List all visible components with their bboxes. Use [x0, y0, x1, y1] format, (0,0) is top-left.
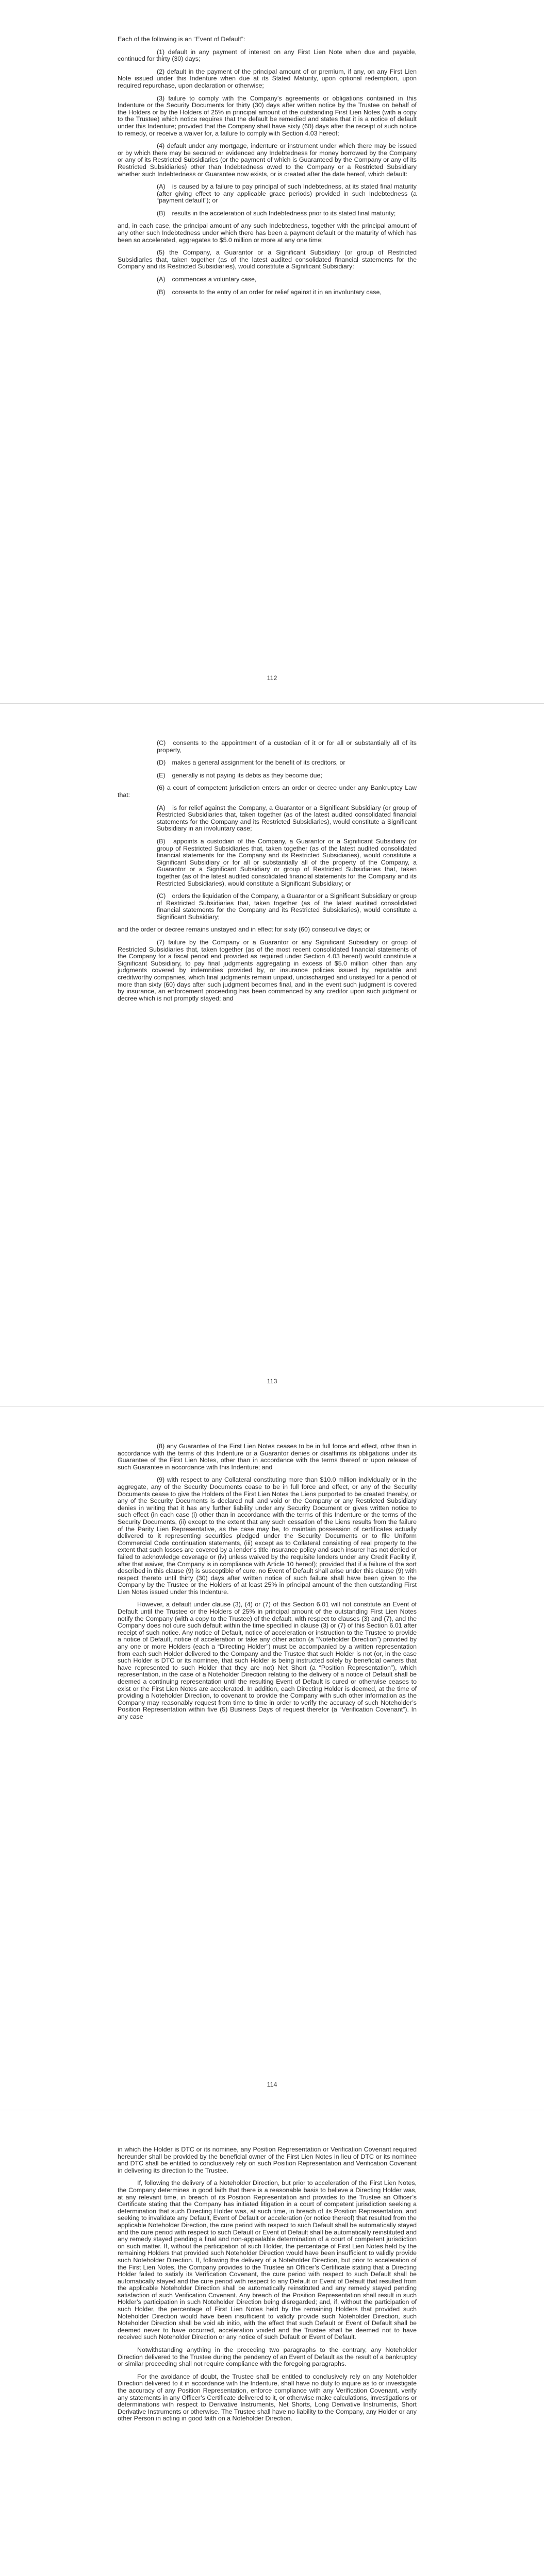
- paragraph-text: For the avoidance of doubt, the Trustee shall be entitled to conclusively rely on any Noteholder Direction delivered to it in accordance with the Indenture, shall have no duty to inquire as to or investigate the accuracy of any Position Representation, enforce compliance with any Verification Covenant, verify any statements in any Officer’s Certificate delivered to it, or otherwise make calculations, investigations or determinations with respect to Derivative Instruments, Net Shorts, Long Derivative Instruments, Short Derivative Instruments or otherwise. The Trustee shall have no liability to the Company, any Holder or any other Person in acting in good faith on a Noteholder Direction.: [118, 2372, 417, 2422]
- clause-label: (A): [157, 804, 166, 811]
- paragraph-text: the Company, a Guarantor or a Significant Subsidiary (or group of Restricted Subsidiaries that, taken together (as of the latest audited consolidated financial statements for the Company and its Restricted Subsidiaries), would constitute a Significant Subsidiary:: [118, 249, 417, 270]
- paragraph-text: and the order or decree remains unstayed and in effect for sixty (60) consecutive days; or: [118, 926, 370, 934]
- paragraph: [118, 95, 417, 138]
- clause-label: (B): [157, 837, 166, 845]
- paragraph-text: in which the Holder is DTC or its nominee, any Position Representation or Verification Covenant required hereunder shall be provided by the beneficial owner of the First Lien Notes in lieu of DTC or its nominee and DTC shall be entitled to conclusively rely on such Position Representation and Verification Covenant in delivering its direction to the Trustee.: [118, 2146, 417, 2174]
- paragraph-text: appoints a custodian of the Company, a Guarantor or a Significant Subsidiary (or group of Restricted Subsidiaries that, taken together (as of the latest audited consolidated financial statements for the Company and its Restricted Subsidiaries), would constitute a Significant Subsidiary or for all or substantially all of the property of the Company, a Guarantor or a Significant Subsidiary or group of Restricted Subsidiaries that, taken together (as of the latest audited consolidated financial statements for the Company and its Restricted Subsidiaries), would constitute a Significant Subsidiary; or: [157, 837, 417, 887]
- paragraph-text: a court of competent jurisdiction enters an order or decree under any Bankruptcy Law that:: [118, 784, 417, 799]
- paragraph: [118, 1601, 417, 1720]
- paragraph: [118, 772, 417, 779]
- clause-label: (8): [157, 1443, 165, 1450]
- paragraph: [118, 759, 417, 767]
- clause-label: (C): [157, 739, 166, 747]
- document-page: [0, 0, 544, 703]
- paragraph: [118, 143, 417, 178]
- paragraph-text: commences a voluntary case,: [172, 276, 257, 283]
- paragraph: [118, 2347, 417, 2368]
- clause-label: (C): [157, 892, 166, 900]
- clause-label: (1): [157, 48, 165, 56]
- paragraph: [118, 223, 417, 244]
- paragraph-text: with respect to any Collateral constituting more than $10.0 million individually or in the aggregate, any of the Security Documents cease to be in full force and effect, or any of the Security Documents cease to give the Holders of the First Lien Notes the Liens purported to be created thereby, or any of the Security Documents is declared null and void or the Company or any Restricted Subsidiary denies in writing that it has any further liability under any Security Document or gives written notice to such effect (in each case (i) other than in accordance with the terms of this Indenture or the terms of the Security Documents, (ii) except to the extent that any such cessation of the Liens results from the failure of the Parity Lien Representative, as the case may be, to maintain possession of certificates actually delivered to it representing securities pledged under the Security Documents or to file Uniform Commercial Code continuation statements, (iii) except as to Collateral consisting of real property to the extent that such losses are covered by a lender’s title insurance policy and such insurer has not denied or failed to acknowledge coverage or (iv) unless waived by the requisite lenders under any Credit Facility if, after that waiver, the Company is in compliance with Article 10 hereof); provided that if a failure of the sort described in this clause (9) is susceptible of cure, no Event of Default shall arise under this clause (9) with respect thereto until thirty (30) days after written notice of such failure shall have been given to the Company by the Trustee or the Holders of at least 25% in principal amount of the then outstanding First Lien Notes issued under this Indenture.: [118, 1476, 417, 1596]
- clause-label: (5): [157, 249, 165, 257]
- paragraph-text: Notwithstanding anything in the preceding two paragraphs to the contrary, any Noteholder Direction delivered to the Trustee during the pendency of an Event of Default as the result of a bankruptcy or similar proceeding shall not require compliance with the foregoing paragraphs.: [118, 2346, 417, 2368]
- clause-label: (A): [157, 276, 166, 283]
- paragraph: [118, 2374, 417, 2422]
- paragraph: [118, 183, 417, 205]
- paragraph-text: default in the payment of the principal amount of or premium, if any, on any First Lien Note issued under this Indenture when due at its Stated Maturity, upon optional redemption, upon required repurchase, upon declaration or otherwise;: [118, 67, 417, 89]
- clause-label: (6): [157, 784, 165, 792]
- clause-label: (B): [157, 288, 166, 296]
- document-page: [0, 2110, 544, 2576]
- paragraph: [118, 36, 417, 43]
- clause-label: (3): [157, 94, 165, 102]
- paragraph: [118, 740, 417, 754]
- paragraph-text: consents to the appointment of a custodian of it or for all or substantially all of its property,: [157, 739, 417, 754]
- paragraph-text: default in any payment of interest on any First Lien Note when due and payable, continued for thirty (30) days;: [118, 48, 417, 63]
- paragraph: [118, 1443, 417, 1471]
- page-number: 114: [267, 2081, 277, 2088]
- paragraph: [118, 69, 417, 90]
- paragraph: [118, 2180, 417, 2341]
- paragraph: [118, 249, 417, 270]
- paragraph: [118, 939, 417, 1002]
- paragraph-text: failure to comply with the Company’s agreements or obligations contained in this Indenture or the Security Documents for thirty (30) days after written notice by the Trustee on behalf of the Holders or by the Holders of 25% in principal amount of the outstanding First Lien Notes (with a copy to the Trustee) which notice requires that the default be remedied and states that it is a notice of default under this Indenture; provided that the Company shall have sixty (60) days after the receipt of such notice to remedy, or receive a waiver for, a failure to comply with Section 4.03 hereof;: [118, 94, 417, 137]
- paragraph-text: generally is not paying its debts as they become due;: [172, 771, 322, 779]
- paragraph-text: orders the liquidation of the Company, a Guarantor or a Significant Subsidiary or group of Restricted Subsidiaries that, taken together (as of the latest audited consolidated financial statements for the Company and its Restricted Subsidiaries), would constitute a Significant Subsidiary;: [157, 892, 417, 921]
- paragraph: [118, 276, 417, 283]
- clause-label: (4): [157, 142, 165, 150]
- paragraph: [118, 2146, 417, 2174]
- paragraph: [118, 838, 417, 887]
- paragraph: [118, 49, 417, 63]
- paragraph-text: any Guarantee of the First Lien Notes ceases to be in full force and effect, other than in accordance with the terms of this Indenture or a Guarantor denies or disaffirms its obligations under its Guarantee of the First Lien Notes, other than in accordance with the terms thereof or upon release of such Guarantee in accordance with this Indenture; and: [118, 1443, 417, 1471]
- document-page: [0, 703, 544, 1406]
- paragraph: [118, 893, 417, 921]
- paragraph-text: However, a default under clause (3), (4) or (7) of this Section 6.01 will not constitute an Event of Default until the Trustee or the Holders of 25% in principal amount of the outstanding First Lien Notes notify the Company (with a copy to the Trustee) of the default, with respect to clauses (3) and (7), and the Company does not cure such default within the time specified in clause (3) or (7) of this Section 6.01 after receipt of such notice. Any notice of Default, notice of acceleration or instruction to the Trustee to provide a notice of Default, notice of acceleration or take any other action (a “Noteholder Direction”) provided by any one or more Holders (each a “Directing Holder”) must be accompanied by a written representation from each such Holder delivered to the Company and the Trustee that such Holder is not (or, in the case such Holder is DTC or its nominee, that such Holder is being instructed solely by beneficial owners that have represented to such Holder that they are not) Net Short (a “Position Representation”), which representation, in the case of a Noteholder Direction relating to the delivery of a notice of Default shall be deemed a continuing representation until the resulting Event of Default is cured or otherwise ceases to exist or the First Lien Notes are accelerated. In addition, each Directing Holder is deemed, at the time of providing a Noteholder Direction, to covenant to provide the Company with such other information as the Company may reasonably request from time to time in order to verify the accuracy of such Noteholder’s Position Representation within five (5) Business Days of request therefor (a “Verification Covenant”). In any case: [118, 1601, 417, 1720]
- clause-label: (D): [157, 759, 166, 767]
- document-page: [0, 1406, 544, 2110]
- paragraph-text: If, following the delivery of a Noteholder Direction, but prior to acceleration of the First Lien Notes, the Company determines in good faith that there is a reasonable basis to believe a Directing Holder was, at any relevant time, in breach of its Position Representation and provides to the Trustee an Officer’s Certificate stating that the Company has initiated litigation in a court of competent jurisdiction seeking a determination that such Directing Holder was, at such time, in breach of its Position Representation, and seeking to invalidate any Default, Event of Default or acceleration (or notice thereof) that resulted from the applicable Noteholder Direction, the cure period with respect to such Default shall be automatically stayed and the cure period with respect to such Default or Event of Default shall be automatically reinstituted and any remedy stayed pending a final and non-appealable determination of a court of competent jurisdiction on such matter. If, without the participation of such Holder, the percentage of First Lien Notes held by the remaining Holders that provided such Noteholder Direction would have been insufficient to validly provide such Noteholder Direction. If, following the delivery of a Noteholder Direction, but prior to acceleration of the First Lien Notes, the Company provides to the Trustee an Officer’s Certificate stating that a Directing Holder failed to satisfy its Verification Covenant, the cure period with respect to such Default shall be automatically stayed and the cure period with respect to any Default or Event of Default that resulted from the applicable Noteholder Direction shall be automatically reinstituted and any remedy stayed pending satisfaction of such Verification Covenant. Any breach of the Position Representation shall result in such Holder’s participation in such Noteholder Direction being disregarded; and, if, without the participation of such Holder, the percentage of First Lien Notes held by the remaining Holders that provided such Noteholder Direction would have been insufficient to validly provide such Noteholder Direction, such Noteholder Direction shall be void ab initio, with the effect that such Default or Event of Default shall be deemed never to have occurred, acceleration voided and the Trustee shall be deemed not to have received such Noteholder Direction or any notice of such Default or Event of Default.: [118, 2179, 417, 2341]
- paragraph: [118, 289, 417, 296]
- paragraph: [118, 210, 417, 217]
- paragraph: [118, 785, 417, 799]
- paragraph-text: default under any mortgage, indenture or instrument under which there may be issued or by which there may be secured or evidenced any Indebtedness for money borrowed by the Company or any of its Restricted Subsidiaries (or the payment of which is Guaranteed by the Company or any of its Restricted Subsidiaries) other than Indebtedness owed to the Company or a Restricted Subsidiary whether such Indebtedness or Guarantee now exists, or is created after the date hereof, which default:: [118, 142, 417, 178]
- paragraph-text: is caused by a failure to pay principal of such Indebtedness, at its stated final maturity (after giving effect to any applicable grace periods) provided in such Indebtedness (a “payment default”); or: [157, 183, 417, 205]
- clause-label: (B): [157, 209, 166, 217]
- paragraph-text: makes a general assignment for the benefit of its creditors, or: [172, 759, 345, 767]
- paragraph-text: results in the acceleration of such Indebtedness prior to its stated final maturity;: [172, 209, 396, 217]
- clause-label: (E): [157, 771, 166, 779]
- clause-label: (A): [157, 183, 166, 191]
- clause-label: (9): [157, 1476, 165, 1484]
- paragraph-text: is for relief against the Company, a Guarantor or a Significant Subsidiary (or group of Restricted Subsidiaries that, taken together (as of the latest audited consolidated financial statements for the Company and its Restricted Subsidiaries), would constitute a Significant Subsidiary in an involuntary case;: [157, 804, 417, 833]
- clause-label: (2): [157, 67, 165, 75]
- paragraph: [118, 805, 417, 833]
- page-number: 112: [267, 674, 277, 682]
- paragraph: [118, 1477, 417, 1596]
- paragraph-text: consents to the entry of an order for relief against it in an involuntary case,: [172, 288, 382, 296]
- page-number: 113: [267, 1378, 277, 1385]
- paragraph-text: and, in each case, the principal amount of any such Indebtedness, together with the principal amount of any other such Indebtedness under which there has been a payment default or the maturity of which has been so accelerated, aggregates to $5.0 million or more at any one time;: [118, 222, 417, 244]
- paragraph-text: Each of the following is an “Event of Default”:: [118, 36, 245, 43]
- paragraph: [118, 926, 417, 934]
- clause-label: (7): [157, 939, 165, 946]
- paragraph-text: failure by the Company or a Guarantor or any Significant Subsidiary or group of Restricted Subsidiaries that, taken together (as of the most recent consolidated financial statements of the Company for a fiscal period end provided as required under Section 4.03 hereof) would constitute a Significant Subsidiary, to pay final judgments aggregating in excess of $5.0 million other than any judgments covered by indemnities provided by, or insurance policies issued by, reputable and creditworthy companies, which final judgments remain unpaid, undischarged and unstayed for a period of more than sixty (60) days after such judgment becomes final, and in the event such judgment is covered by insurance, an enforcement proceeding has been commenced by any creditor upon such judgment or decree which is not promptly stayed; and: [118, 939, 417, 1002]
